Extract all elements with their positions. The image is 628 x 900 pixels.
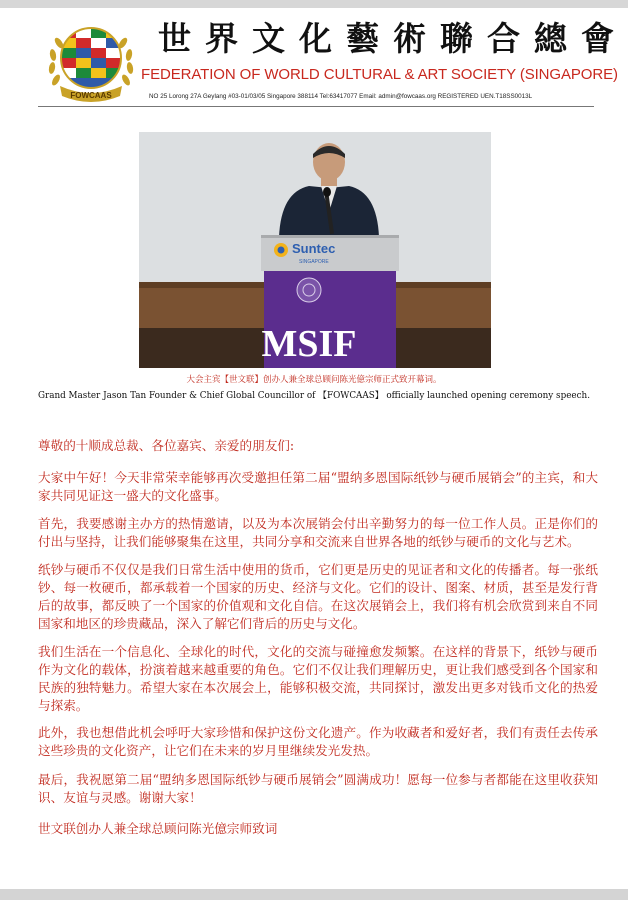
body-paragraph: 首先，我要感谢主办方的热情邀请，以及为本次展销会付出辛勤努力的每一位工作人员。正是你们的付出与坚持，让我们能够聚集在这里，共同分享和交流来自世界各地的纸钞与硬币的文化与艺术。 <box>38 516 598 549</box>
fowcaas-logo <box>42 18 140 106</box>
org-english-name: FEDERATION OF WORLD CULTURAL & ART SOCIETY (SINGAPORE) <box>141 66 618 83</box>
podium-brand: Suntec <box>292 241 336 256</box>
body-paragraph: 最后，我祝愿第二届“盟纳多恩国际纸钞与硬币展销会”圆满成功！愿每一位参与者都能在这里收获知识、友谊与灵感。谢谢大家！ <box>38 772 598 805</box>
bottom-scan-border <box>0 889 628 900</box>
logo-ribbon-text: FOWCAAS <box>70 91 112 100</box>
photo-caption-chinese: 大会主宾【世文联】创办人兼全球总顾问陈光億宗师正式致开幕词。 <box>186 375 442 385</box>
banner-text: MSIF <box>261 323 357 365</box>
photo-caption-english: Grand Master Jason Tan Founder & Chief Global Councillor of 【FOWCAAS】 officially launched opening ceremony speech. <box>37 391 591 401</box>
org-address-line: NO 25 Lorong 27A Geylang #03-01/03/05 Singapore 388114 Tel:63417077 Email: admin@fowcaas.org REGISTERED UEN.T18SS0013L <box>149 93 533 100</box>
org-chinese-name: 世界文化藝術聯合總會 <box>158 19 628 58</box>
top-scan-border <box>0 0 628 8</box>
body-paragraph: 此外，我也想借此机会呼吁大家珍惜和保护这份文化遗产。作为收藏者和爱好者，我们有责任去传承这些珍贵的文化资产，让它们在未来的岁月里继续发光发热。 <box>38 725 598 758</box>
body-paragraph: 纸钞与硬币不仅仅是我们日常生活中使用的货币，它们更是历史的见证者和文化的传播者。每一张纸钞、每一枚硬币，都承载着一个国家的历史、经济与文化。它们的设计、图案、材质，甚至是发行背后的故事，都反映了一个国家的价值观和文化自信。在这次展销会上，我们将有机会欣赏到来自不同国家和地区的珍贵藏品，深入了解它们背后的历史与文化。 <box>38 562 598 631</box>
body-paragraph: 我们生活在一个信息化、全球化的时代，文化的交流与碰撞愈发频繁。在这样的背景下，纸钞与硬币作为文化的载体，扮演着越来越重要的角色。它们不仅让我们理解历史，更让我们感受到各个国家和民族的独特魅力。希望大家在本次展会上，能够积极交流，共同探讨，激发出更多对钱币文化的热爱与探索。 <box>38 644 598 713</box>
letterhead-divider <box>38 106 594 107</box>
signature-line: 世文联创办人兼全球总顾问陈光億宗师致词 <box>38 821 278 836</box>
salutation-paragraph: 尊敬的十顺成总裁、各位嘉宾、亲爱的朋友们: <box>38 438 295 453</box>
body-paragraph: 大家中午好！今天非常荣幸能够再次受邀担任第二届“盟纳多恩国际纸钞与硬币展销会”的主宾，和大家共同见证这一盛大的文化盛事。 <box>38 470 598 503</box>
speech-photo <box>139 132 491 368</box>
podium-subtitle: SINGAPORE <box>299 259 329 265</box>
